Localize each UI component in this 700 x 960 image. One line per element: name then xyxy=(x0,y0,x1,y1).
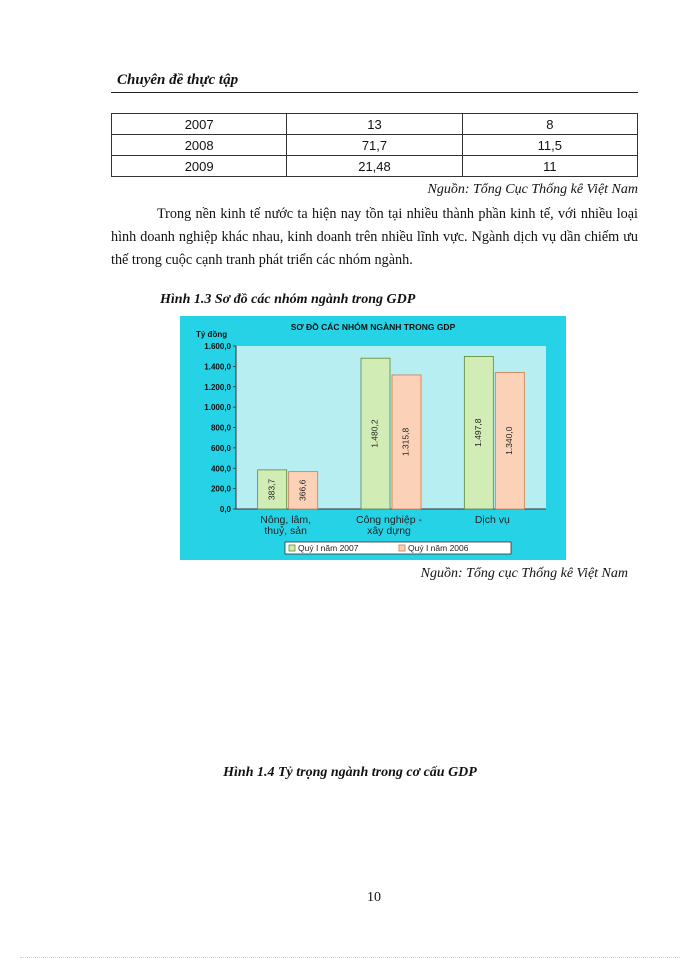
x-category-label: Nông, lâm, xyxy=(260,514,312,526)
header-rule xyxy=(111,92,638,93)
table-cell: 8 xyxy=(462,114,637,135)
y-axis-label: Tỷ đồng xyxy=(196,330,228,339)
bar-data-label: 1.340,0 xyxy=(504,426,515,455)
page-number: 10 xyxy=(367,890,381,905)
data-table xyxy=(111,113,638,177)
y-tick-label: 600,0 xyxy=(210,443,231,453)
bar-data-label: 1.480,2 xyxy=(369,419,380,448)
y-tick-label: 1.400,0 xyxy=(204,362,231,372)
table-row xyxy=(112,135,638,156)
y-tick-label: 1.600,0 xyxy=(204,342,231,351)
table-cell: 11 xyxy=(462,156,637,177)
bottom-rule xyxy=(20,957,680,958)
y-tick-label: 0,0 xyxy=(219,505,231,514)
bar-data-label: 366,6 xyxy=(297,479,308,501)
table-cell: 21,48 xyxy=(287,156,462,177)
bar-data-label: 383,7 xyxy=(266,478,277,501)
table-cell: 11,5 xyxy=(462,135,637,156)
y-tick-label: 1.200,0 xyxy=(204,382,231,392)
x-category-label: xây dựng xyxy=(367,525,411,537)
legend-entry: Quý I năm 2006 xyxy=(408,543,469,553)
source-note-1: Nguồn: Tổng Cục Thống kê Việt Nam xyxy=(427,182,638,197)
table-row xyxy=(112,156,638,177)
x-category-label: Dịch vụ xyxy=(474,514,510,526)
y-tick-label: 800,0 xyxy=(210,423,231,433)
page-header-title: Chuyên đề thực tập xyxy=(117,72,239,88)
table-cell: 2009 xyxy=(112,156,287,177)
bar-data-label: 1.315,8 xyxy=(400,427,411,457)
figure-caption-2: Hình 1.4 Tỷ trọng ngành trong cơ cấu GDP xyxy=(223,765,477,780)
legend-swatch xyxy=(289,545,295,551)
legend-swatch xyxy=(399,545,405,551)
legend-entry: Quý I năm 2007 xyxy=(298,543,359,553)
table-cell: 2008 xyxy=(112,135,287,156)
chart-title: SƠ ĐỒ CÁC NHÓM NGÀNH TRONG GDP xyxy=(290,322,456,332)
table-cell: 13 xyxy=(287,114,462,135)
table-row xyxy=(112,114,638,135)
x-category-label: Công nghiệp - xyxy=(356,514,422,526)
table-cell: 71,7 xyxy=(287,135,462,156)
bar-data-label: 1.497,8 xyxy=(473,418,484,447)
source-note-2: Nguồn: Tổng cục Thống kê Việt Nam xyxy=(420,566,628,581)
gdp-bar-chart xyxy=(180,316,566,560)
chart-svg xyxy=(180,316,566,560)
body-paragraph: Trong nền kinh tế nước ta hiện nay tồn tại nhiều thành phần kinh tế, với nhiều loại hình doanh nghiệp khác nhau, kinh doanh trên nhiều lĩnh vực. Ngành dịch vụ dần chiếm ưu thế trong cuộc cạnh tranh phát triển các nhóm ngành. xyxy=(111,206,638,268)
figure-caption-1: Hình 1.3 Sơ đồ các nhóm ngành trong GDP xyxy=(160,292,416,307)
y-tick-label: 1.000,0 xyxy=(204,403,231,413)
y-tick-label: 400,0 xyxy=(210,464,231,474)
y-tick-label: 200,0 xyxy=(210,484,231,494)
x-category-label: thuỷ, sản xyxy=(264,525,307,537)
table-cell: 2007 xyxy=(112,114,287,135)
